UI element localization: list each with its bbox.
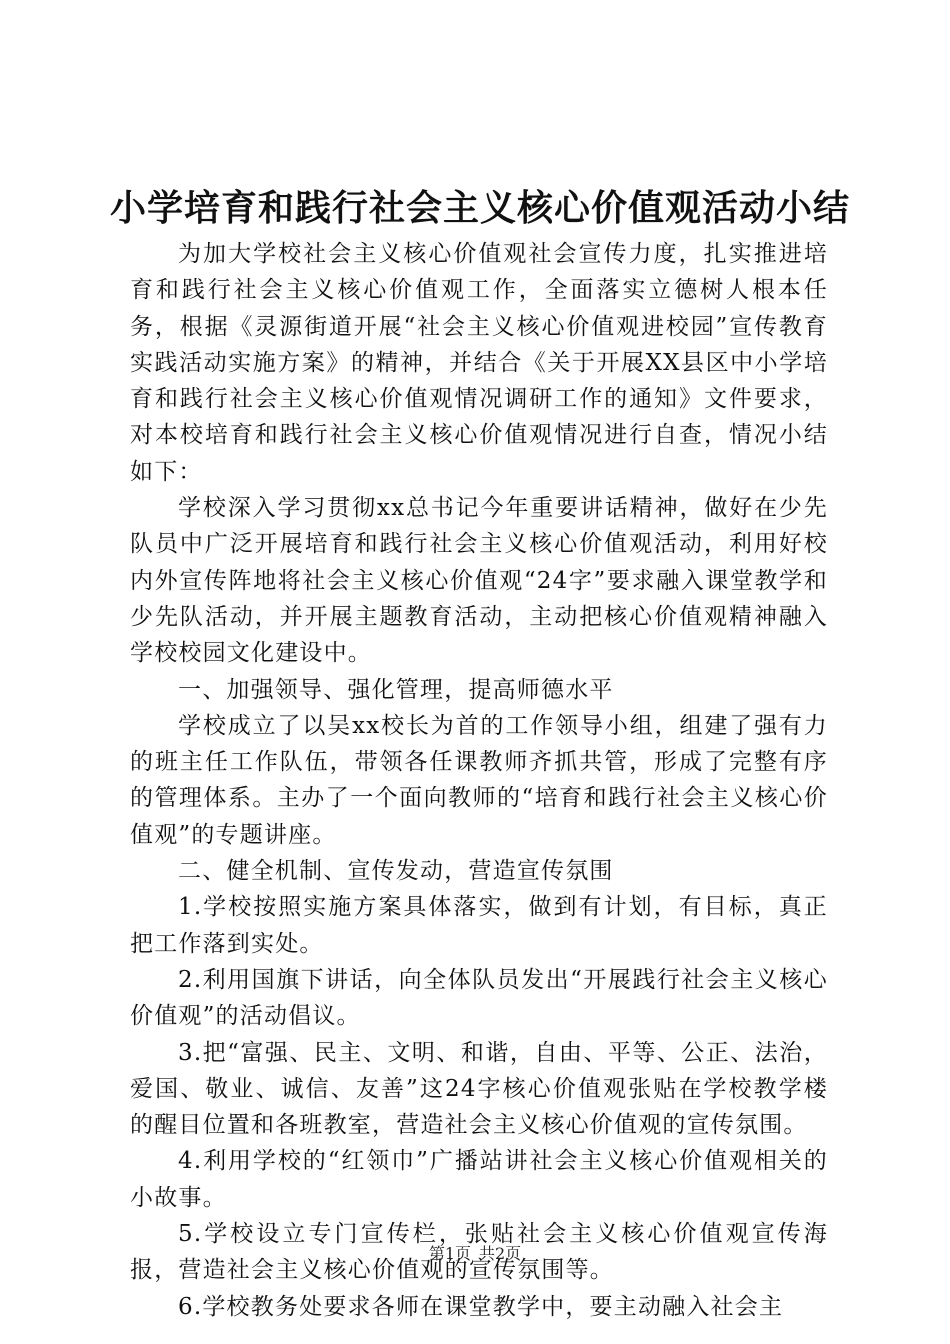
page-number: 第1页 bbox=[428, 1244, 471, 1263]
section-heading-1: 一、加强领导、强化管理，提高师德水平 bbox=[178, 676, 614, 703]
list-item-1: 1.学校按照实施方案具体落实，做到有计划，有目标，真正把工作落到实处。 bbox=[130, 894, 828, 957]
document-title: 小学培育和践行社会主义核心价值观活动小结 bbox=[110, 187, 851, 229]
section-heading-2: 二、健全机制、宣传发动，营造宣传氛围 bbox=[178, 858, 614, 885]
list-item-5: 5.学校设立专门宣传栏，张贴社会主义核心价值观宣传海报，营造社会主义核心价值观的宣传氛围等。 bbox=[130, 1221, 828, 1284]
page-total: 共2页 bbox=[479, 1244, 522, 1263]
list-item-3: 3.把“富强、民主、文明、和谐，自由、平等、公正、法治，爱国、敬业、诚信、友善”这24字核心价值观张贴在学校教学楼的醒目位置和各班教室，营造社会主义核心价值观的宣传氛围。 bbox=[130, 1039, 828, 1139]
paragraph-leadership: 学校成立了以吴xx校长为首的工作领导小组，组建了强有力的班主任工作队伍，带领各任课教师齐抓共管，形成了完整有序的管理体系。主办了一个面向教师的“培育和践行社会主义核心价值观”的专题讲座。 bbox=[130, 712, 828, 848]
list-item-6: 6.学校教务处要求各师在课堂教学中，要主动融入社会主 bbox=[178, 1293, 784, 1320]
page-footer bbox=[0, 1243, 950, 1265]
document-body bbox=[130, 236, 828, 1325]
list-item-4: 4.利用学校的“红领巾”广播站讲社会主义核心价值观相关的小故事。 bbox=[130, 1148, 828, 1211]
list-item-2: 2.利用国旗下讲话，向全体队员发出“开展践行社会主义核心价值观”的活动倡议。 bbox=[130, 966, 828, 1030]
paragraph-intro: 为加大学校社会主义核心价值观社会宣传力度，扎实推进培育和践行社会主义核心价值观工作，全面落实立德树人根本任务，根据《灵源街道开展“社会主义核心价值观进校园”宣传教育实践活动实施方案》的精神，并结合《关于开展XX县区中小学培育和践行社会主义核心价值观情况调研工作的通知》文件要求，对本校培育和践行社会主义核心价值观情况进行自查，情况小结如下： bbox=[130, 241, 828, 485]
paragraph-overview: 学校深入学习贯彻xx总书记今年重要讲话精神，做好在少先队员中广泛开展培育和践行社会主义核心价值观活动，利用好校内外宣传阵地将社会主义核心价值观“24字”要求融入课堂教学和少先队活动，并开展主题教育活动，主动把核心价值观精神融入学校校园文化建设中。 bbox=[130, 495, 828, 667]
